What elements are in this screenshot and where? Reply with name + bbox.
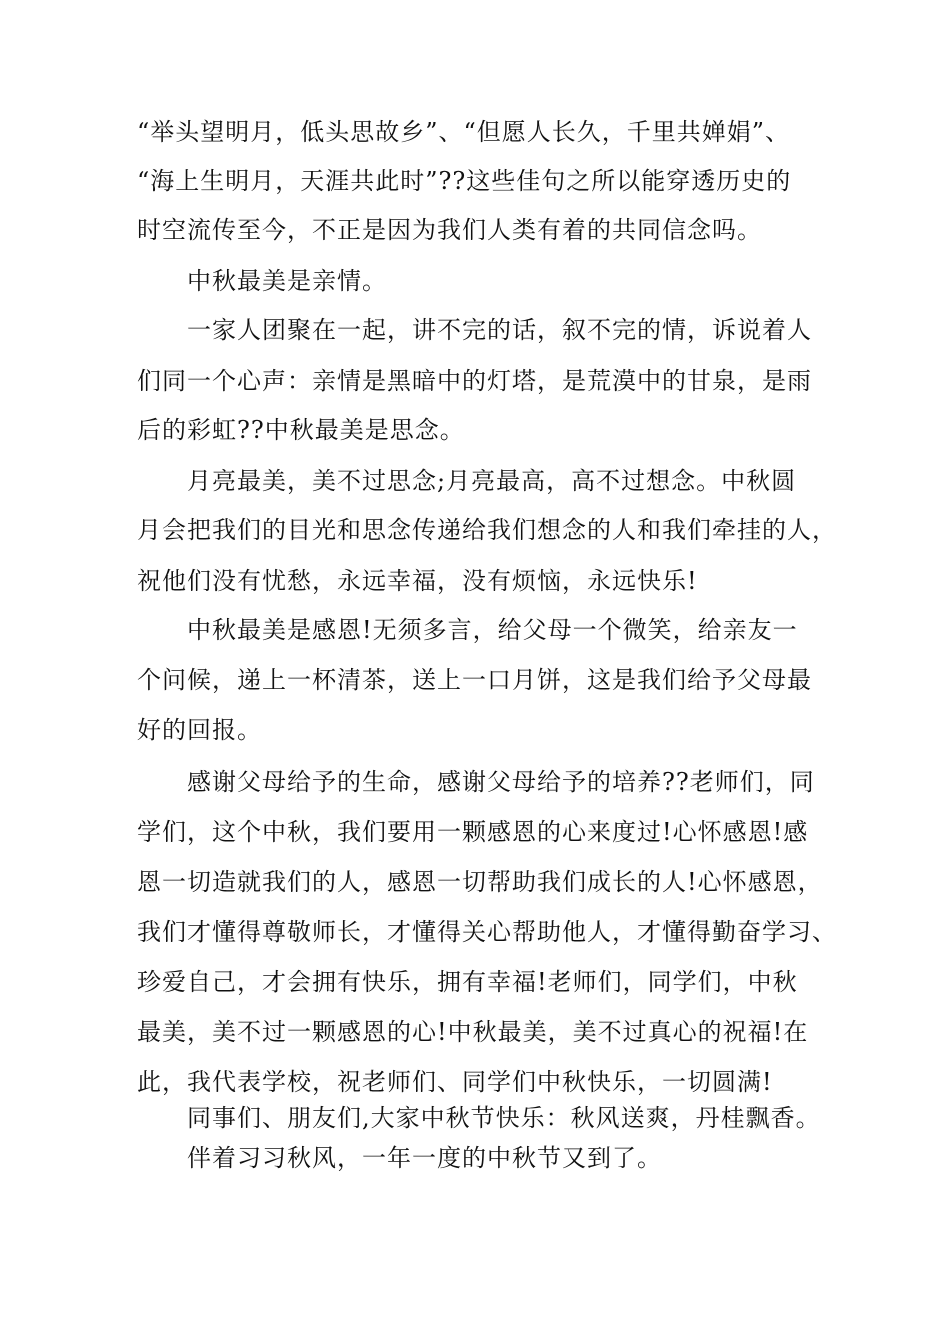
text-line: 时空流传至今，不正是因为我们人类有着的共同信念吗。	[137, 216, 762, 244]
text-line: 恩一切造就我们的人，感恩一切帮助我们成长的人!心怀感恩，	[137, 868, 823, 896]
text-line: 中秋最美是感恩!无须多言，给父母一个微笑，给亲友一	[187, 616, 798, 644]
text-line: 我们才懂得尊敬师长，才懂得关心帮助他人，才懂得勤奋学习、	[137, 918, 837, 946]
text-line: 个问候，递上一杯清茶，送上一口月饼，这是我们给予父母最	[137, 666, 812, 694]
text-line: 一家人团聚在一起，讲不完的话，叙不完的情，诉说着人	[187, 316, 812, 344]
text-line: 此，我代表学校，祝老师们、同学们中秋快乐，一切圆满!	[137, 1068, 773, 1096]
text-line: 祝他们没有忧愁，永远幸福，没有烦恼，永远快乐!	[137, 567, 698, 595]
text-line: 好的回报。	[137, 716, 262, 744]
text-line: 感谢父母给予的生命，感谢父母给予的培养??老师们，同	[187, 768, 815, 796]
text-line: 月会把我们的目光和思念传递给我们想念的人和我们牵挂的人，	[137, 516, 837, 544]
text-line: 后的彩虹??中秋最美是思念。	[137, 416, 465, 444]
text-line: 们同一个心声：亲情是黑暗中的灯塔，是荒漠中的甘泉，是雨	[137, 367, 812, 395]
text-line: 最美，美不过一颗感恩的心!中秋最美，美不过真心的祝福!在	[137, 1018, 809, 1046]
text-line: 同事们、朋友们,大家中秋节快乐：秋风送爽，丹桂飘香。	[187, 1104, 821, 1132]
text-line: “举头望明月，低头思故乡”、“但愿人长久，千里共婵娟”、	[137, 118, 791, 146]
text-line: 伴着习习秋风，一年一度的中秋节又到了。	[187, 1144, 662, 1172]
text-line: 学们，这个中秋，我们要用一颗感恩的心来度过!心怀感恩!感	[137, 818, 809, 846]
text-line: “海上生明月，天涯共此时”??这些佳句之所以能穿透历史的	[137, 167, 792, 195]
text-line: 珍爱自己，才会拥有快乐，拥有幸福!老师们，同学们，中秋	[137, 968, 798, 996]
text-line: 月亮最美，美不过思念;月亮最高，高不过想念。中秋圆	[187, 467, 797, 495]
text-line: 中秋最美是亲情。	[187, 267, 387, 295]
